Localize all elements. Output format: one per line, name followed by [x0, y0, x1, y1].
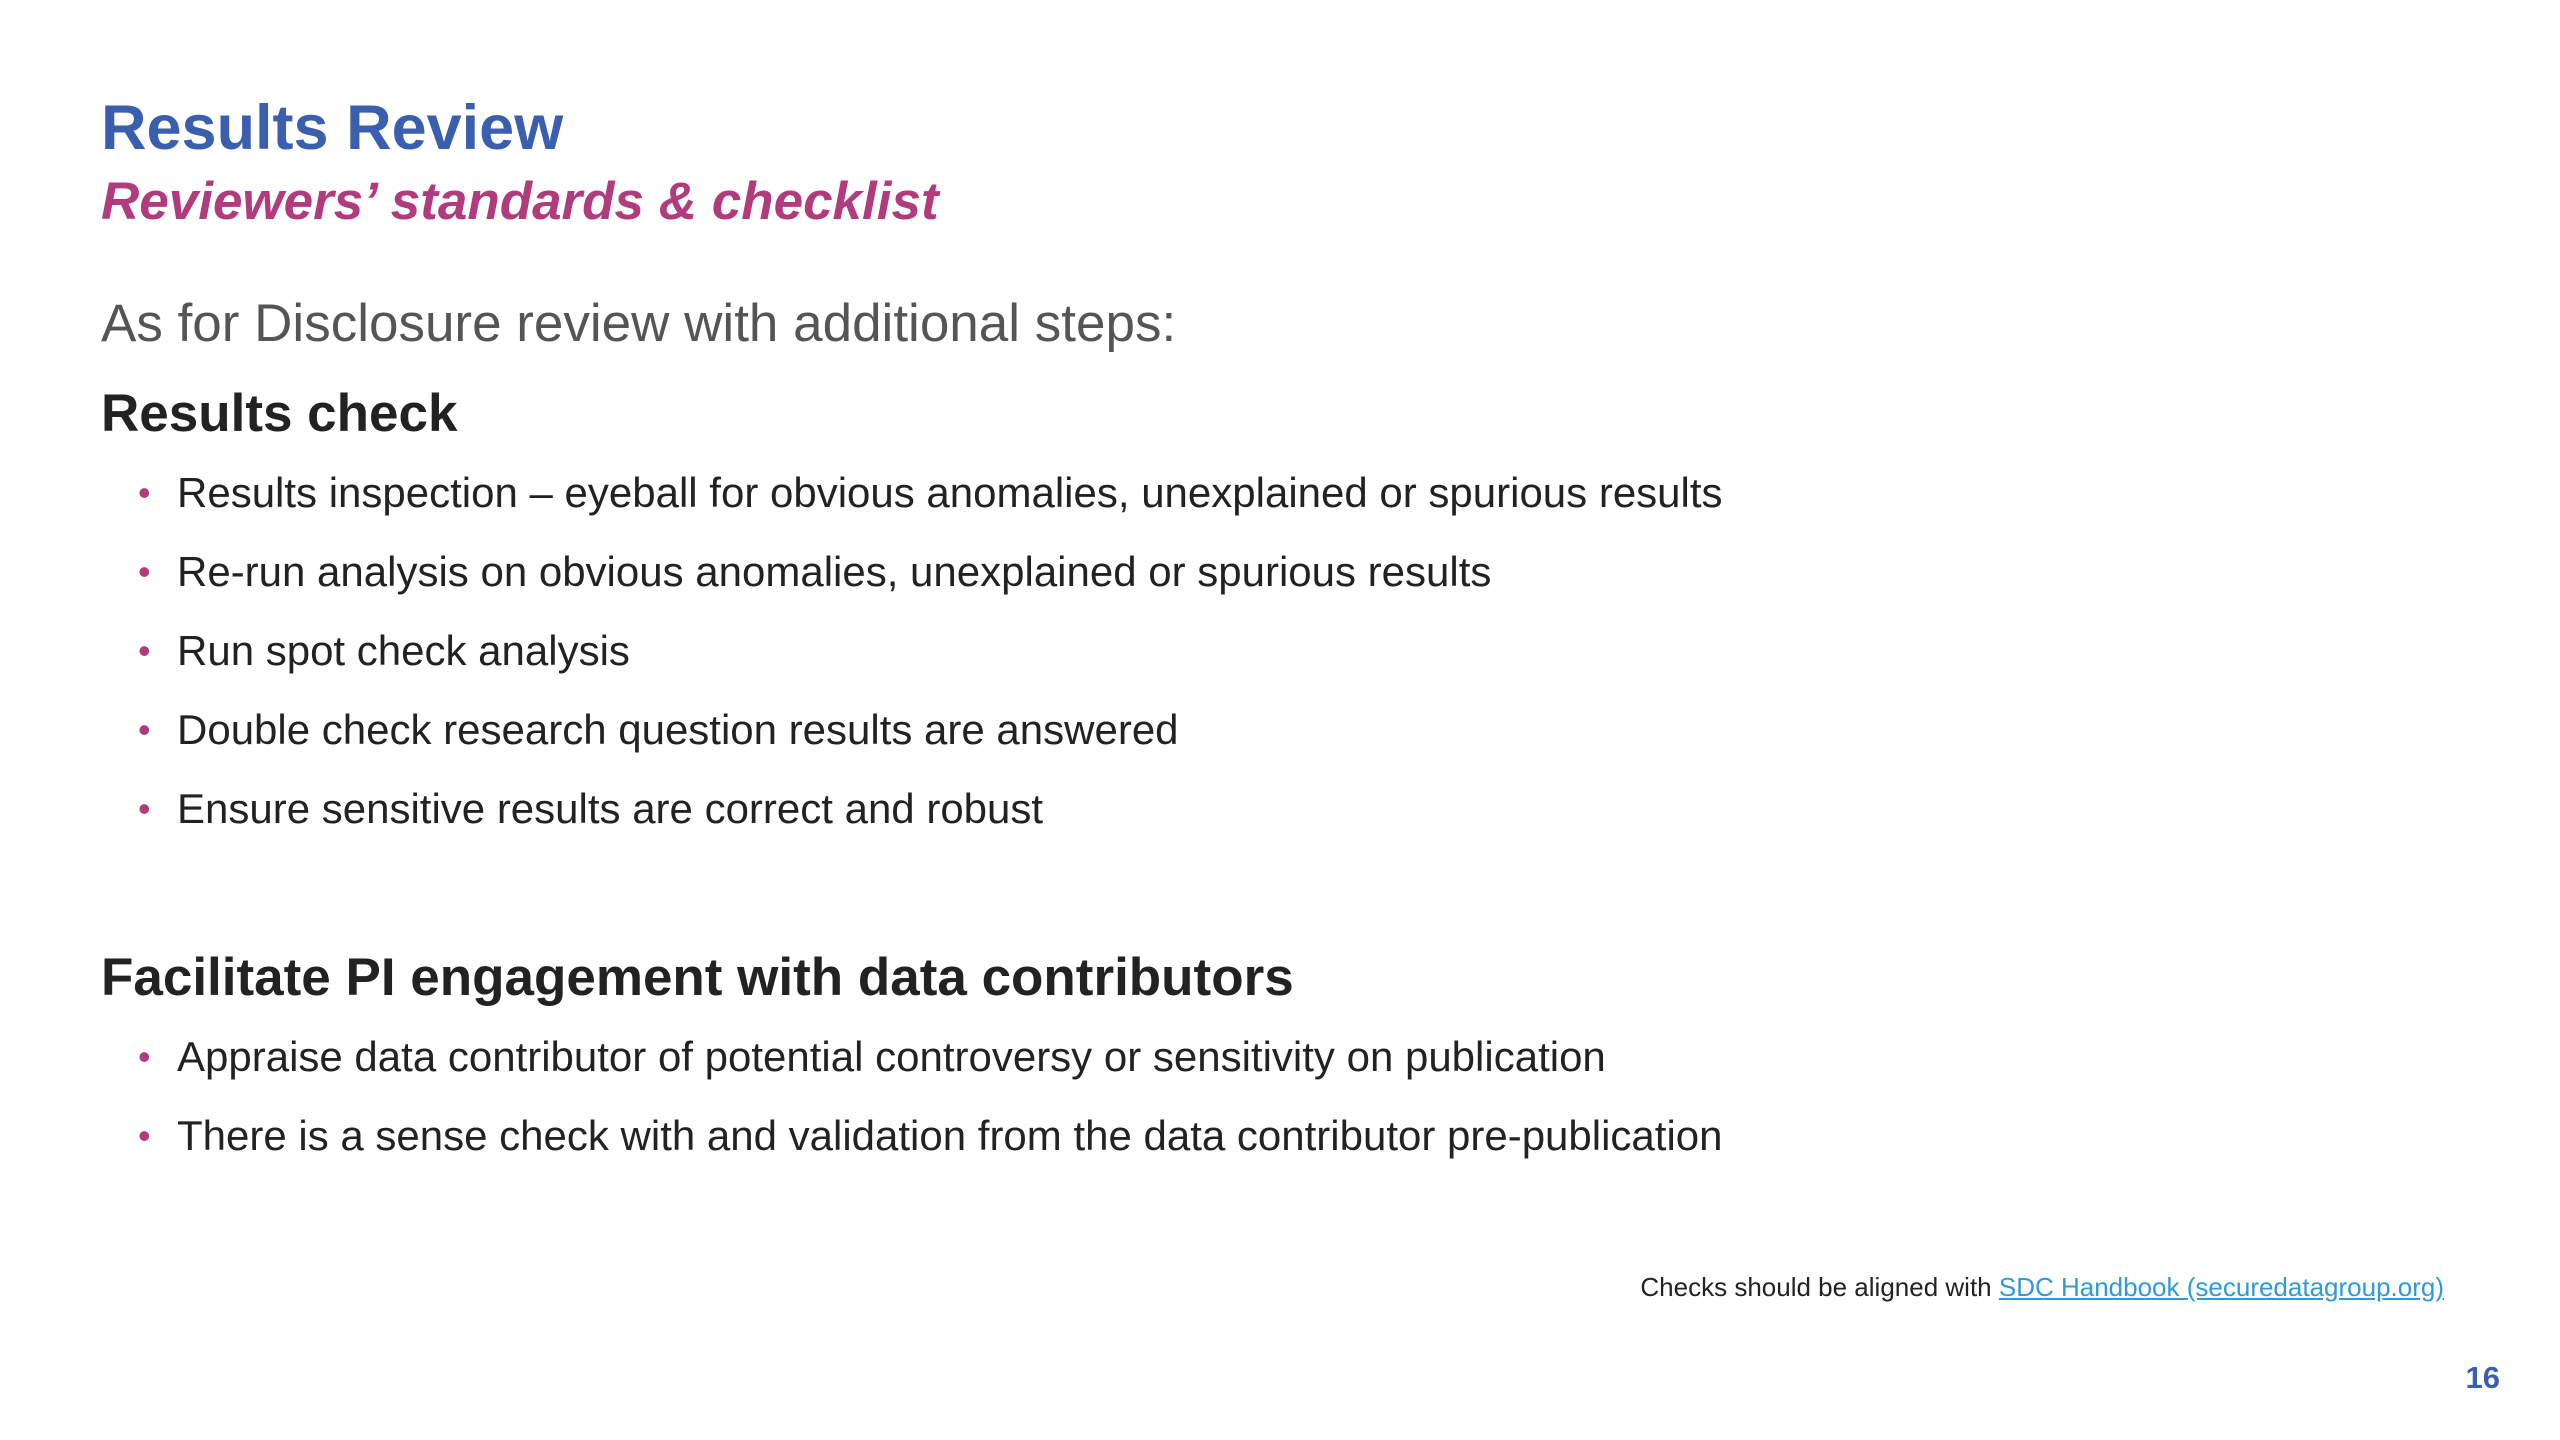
section-heading: Results check	[101, 384, 458, 443]
bullet-item	[101, 784, 2401, 834]
bullet-icon: •	[138, 471, 151, 513]
bullet-item	[101, 1111, 2401, 1161]
section-pi-engagement	[101, 946, 2401, 1161]
bullet-text: There is a sense check with and validation from the data contributor pre-publication	[177, 1111, 1723, 1159]
bullet-list	[101, 468, 2401, 834]
footnote-text: Checks should be aligned with	[1640, 1272, 1999, 1302]
bullet-icon: •	[138, 550, 151, 592]
footnote	[1640, 1272, 2444, 1303]
bullet-icon: •	[138, 1035, 151, 1077]
bullet-item	[101, 1032, 2401, 1082]
bullet-text: Ensure sensitive results are correct and robust	[177, 784, 1044, 832]
bullet-icon: •	[138, 787, 151, 829]
bullet-item	[101, 547, 2401, 597]
bullet-item	[101, 705, 2401, 755]
bullet-text: Results inspection – eyeball for obvious anomalies, unexplained or spurious results	[177, 468, 1723, 516]
bullet-text: Run spot check analysis	[177, 626, 630, 674]
bullet-list	[101, 1032, 2401, 1161]
bullet-icon: •	[138, 708, 151, 750]
section-results-check	[101, 382, 2401, 834]
bullet-text: Re-run analysis on obvious anomalies, unexplained or spurious results	[177, 547, 1492, 595]
slide-subtitle: Reviewers’ standards & checklist	[101, 172, 939, 231]
sdc-handbook-link[interactable]: SDC Handbook (securedatagroup.org)	[1998, 1272, 2444, 1302]
page-number: 16	[2465, 1360, 2500, 1395]
bullet-icon: •	[138, 1114, 151, 1156]
intro-text: As for Disclosure review with additional steps:	[101, 294, 1177, 353]
bullet-item	[101, 626, 2401, 676]
section-heading: Facilitate PI engagement with data contributors	[101, 948, 1294, 1007]
bullet-item	[101, 468, 2401, 518]
bullet-text: Appraise data contributor of potential controversy or sensitivity on publication	[177, 1032, 1606, 1080]
bullet-text: Double check research question results are answered	[177, 705, 1179, 753]
bullet-icon: •	[138, 629, 151, 671]
slide-title: Results Review	[101, 93, 564, 163]
